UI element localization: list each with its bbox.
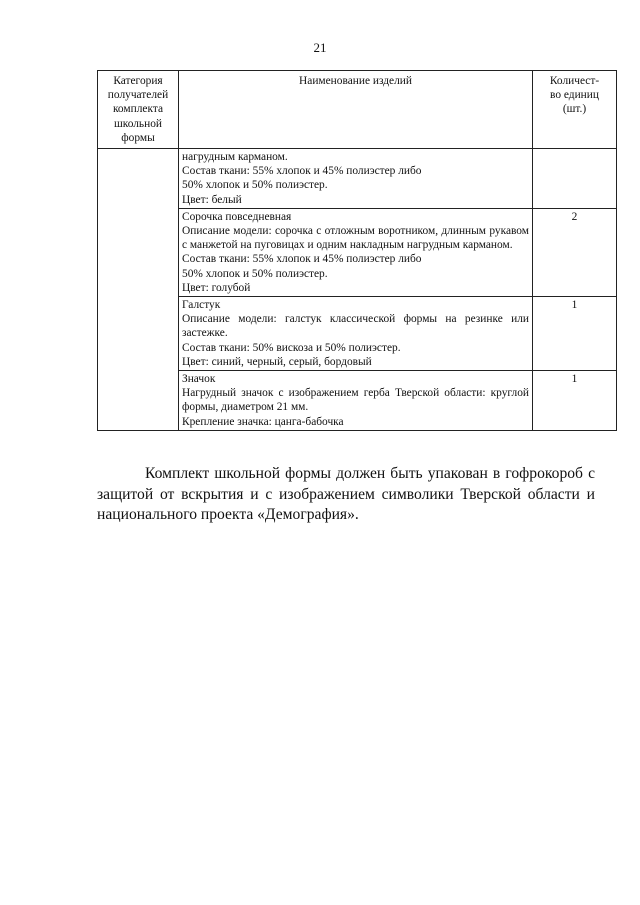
header-category-line: получателей	[107, 89, 169, 102]
quantity-cell: 1	[533, 297, 617, 371]
item-text: Состав ткани: 55% хлопок и 45% полиэстер либо	[182, 253, 422, 266]
item-description-cell	[179, 297, 533, 371]
item-text: Цвет: белый	[182, 193, 242, 206]
page-number: 21	[313, 40, 327, 55]
header-category-line: формы	[121, 131, 155, 144]
table-header-row	[98, 71, 617, 149]
item-text: Крепление значка: цанга-бабочка	[182, 415, 344, 428]
table-row	[98, 149, 617, 209]
item-text: Описание модели: сорочка с отложным воротником, длинным рукавом с манжетой на пуговицах и одним накладным нагрудным карманом.	[182, 225, 529, 252]
header-category-line: Категория	[113, 75, 163, 87]
header-category	[98, 71, 179, 149]
item-text: Описание модели: галстук классической формы на резинке или застежке.	[182, 313, 529, 340]
item-text: 50% хлопок и 50% полиэстер.	[182, 267, 328, 280]
uniform-spec-table	[97, 70, 617, 431]
item-text: нагрудным карманом.	[182, 151, 288, 164]
header-quantity-line: Количест-	[549, 75, 600, 87]
header-category-line: комплекта	[112, 103, 164, 116]
header-quantity	[533, 71, 617, 149]
item-text: Нагрудный значок с изображением герба Тверской области: круглой формы, диаметром 21 мм.	[182, 387, 529, 414]
item-text: Состав ткани: 55% хлопок и 45% полиэстер либо	[182, 165, 422, 178]
quantity-cell	[533, 149, 617, 209]
quantity-cell: 1	[533, 371, 617, 431]
item-title: Значок	[182, 373, 216, 386]
item-text: 50% хлопок и 50% полиэстер.	[182, 179, 328, 192]
packaging-paragraph: Комплект школьной формы должен быть упакован в гофрокороб с защитой от вскрытия и с изображением символики Тверской области и национального проекта «Демография».	[97, 465, 595, 523]
item-description-cell	[179, 371, 533, 431]
item-description-cell	[179, 208, 533, 296]
item-title: Сорочка повседневная	[182, 210, 292, 223]
header-name: Наименование изделий	[179, 71, 533, 149]
item-text: Цвет: синий, черный, серый, бордовый	[182, 355, 372, 368]
header-quantity-line: во единиц	[550, 89, 599, 102]
item-title: Галстук	[182, 299, 221, 312]
item-text: Цвет: голубой	[182, 281, 251, 294]
header-quantity-line: (шт.)	[562, 103, 587, 116]
item-text: Состав ткани: 50% вискоза и 50% полиэстер.	[182, 341, 401, 354]
category-cell	[98, 149, 179, 431]
item-description-cell	[179, 149, 533, 209]
header-category-line: школьной	[113, 117, 163, 130]
quantity-cell: 2	[533, 208, 617, 296]
